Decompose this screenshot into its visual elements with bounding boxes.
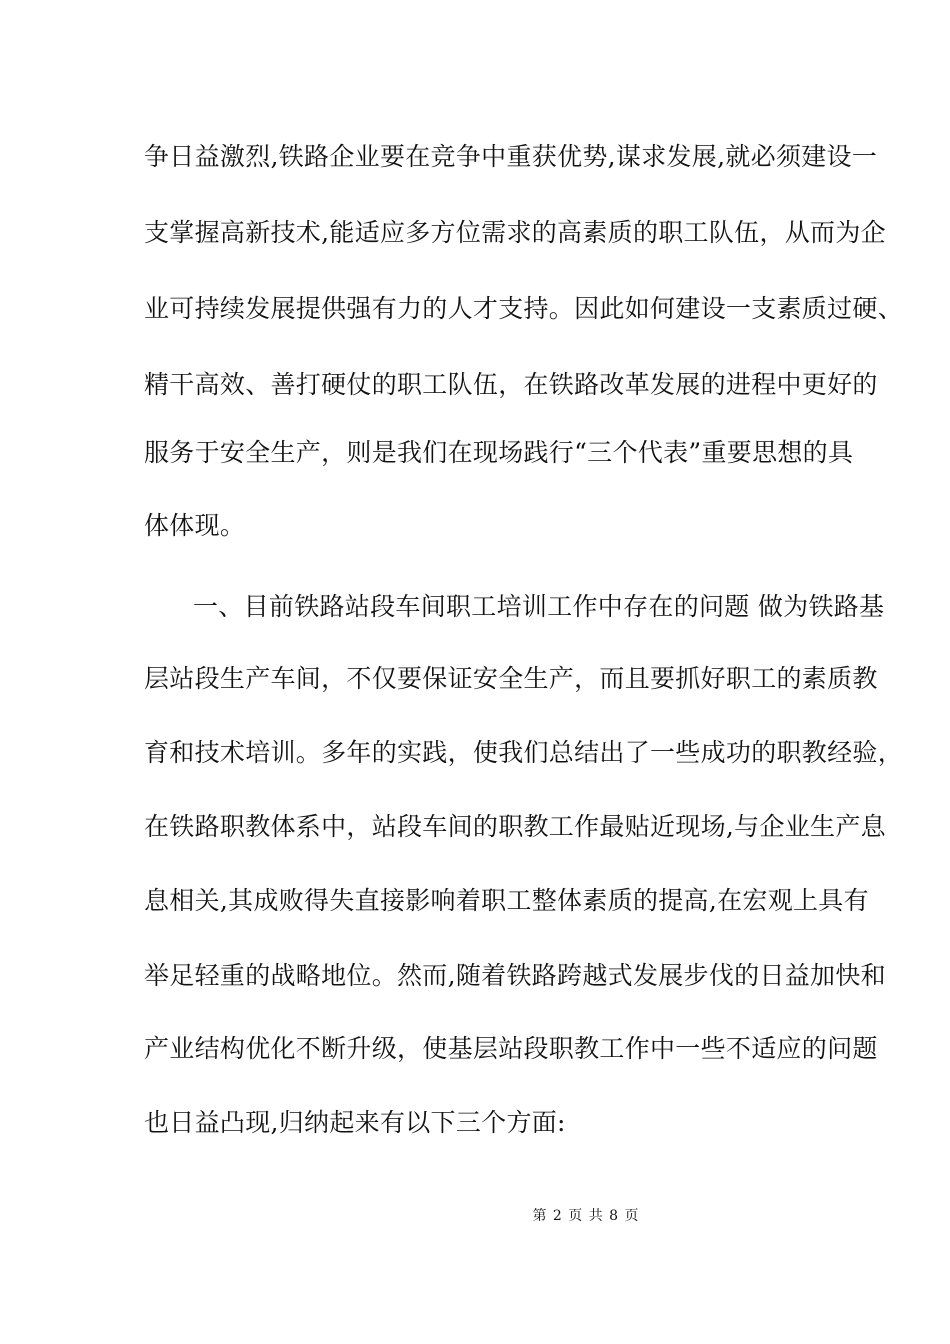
page-number-footer: 第 2 页 共 8 页 [532, 1208, 640, 1224]
text-line: 也日益凸现,归纳起来有以下三个方面: [144, 1108, 566, 1137]
text-line: 服务于安全生产，则是我们在现场践行“三个代表”重要思想的具 [144, 438, 854, 467]
text-line: 息相关,其成败得失直接影响着职工整体素质的提高,在宏观上具有 [144, 886, 869, 915]
text-line: 支掌握高新技术,能适应多方位需求的高素质的职工队伍，从而为企 [144, 218, 886, 247]
text-line: 业可持续发展提供强有力的人才支持。因此如何建设一支素质过硬、 [144, 294, 904, 323]
text-line: 争日益激烈,铁路企业要在竞争中重获优势,谋求发展,就必须建设一 [144, 142, 878, 171]
text-line: 育和技术培训。多年的实践，使我们总结出了一些成功的职教经验， [144, 738, 904, 767]
text-line: 体体现。 [144, 511, 246, 540]
text-line: 层站段生产车间，不仅要保证安全生产，而且要抓好职工的素质教 [144, 664, 878, 693]
text-line: 举足轻重的战略地位。然而,随着铁路跨越式发展步伐的日益加快和 [144, 961, 886, 990]
text-line: 产业结构优化不断升级，使基层站段职教工作中一些不适应的问题 [144, 1034, 878, 1063]
text-line: 一、目前铁路站段车间职工培训工作中存在的问题 做为铁路基 [193, 592, 885, 621]
text-line: 在铁路职教体系中，站段车间的职教工作最贴近现场,与企业生产息 [144, 812, 886, 841]
text-line: 精干高效、善打硬仗的职工队伍，在铁路改革发展的进程中更好的 [144, 370, 878, 399]
